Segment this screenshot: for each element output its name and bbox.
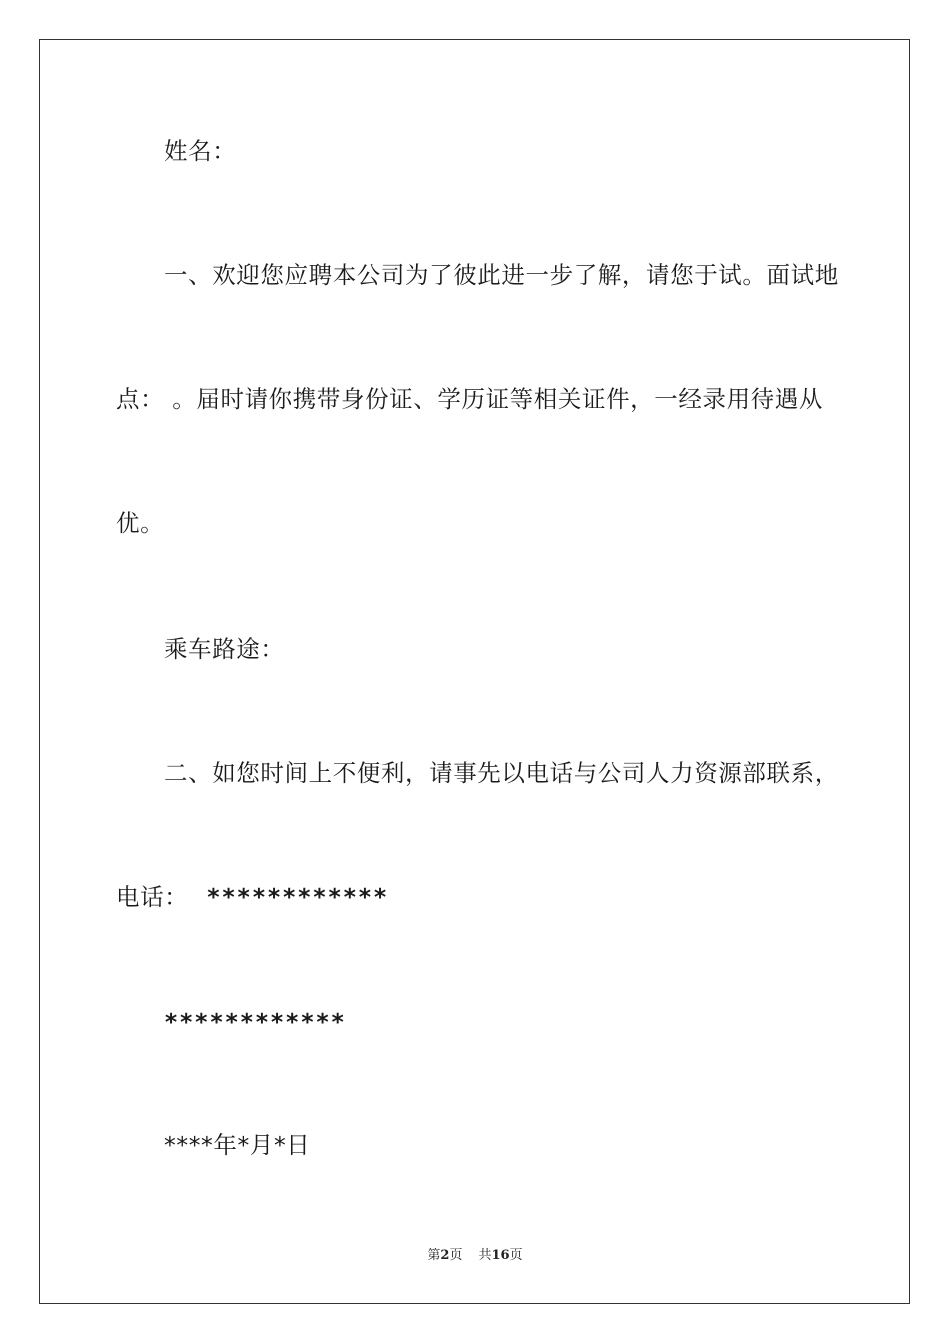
total-suffix: 页 [509, 1248, 523, 1263]
phone-line [116, 883, 388, 911]
name-label: 姓名： [164, 137, 237, 165]
route-label: 乘车路途： [164, 635, 285, 663]
page-footer [0, 1247, 950, 1265]
item1-line3: 优。 [116, 509, 165, 537]
phone-value: ************ [206, 883, 389, 911]
item1-line2: 点： 。届时请你携带身份证、学历证等相关证件，一经录用待遇从 [116, 385, 823, 413]
item1-line1: 一、欢迎您应聘本公司为了彼此进一步了解，请您于试。面试地 [164, 261, 839, 289]
date-line: ****年*月*日 [164, 1131, 311, 1159]
item2-line1: 二、如您时间上不便利，请事先以电话与公司人力资源部联系， [164, 759, 839, 787]
signature: ************ [164, 1008, 346, 1036]
total-pages: 16 [491, 1248, 510, 1263]
page-prefix: 第 [427, 1248, 441, 1263]
page-current: 2 [440, 1248, 450, 1263]
total-prefix: 共 [478, 1248, 492, 1263]
page-suffix: 页 [449, 1248, 463, 1263]
page-frame [39, 39, 910, 1304]
phone-label: 电话： [116, 883, 189, 911]
